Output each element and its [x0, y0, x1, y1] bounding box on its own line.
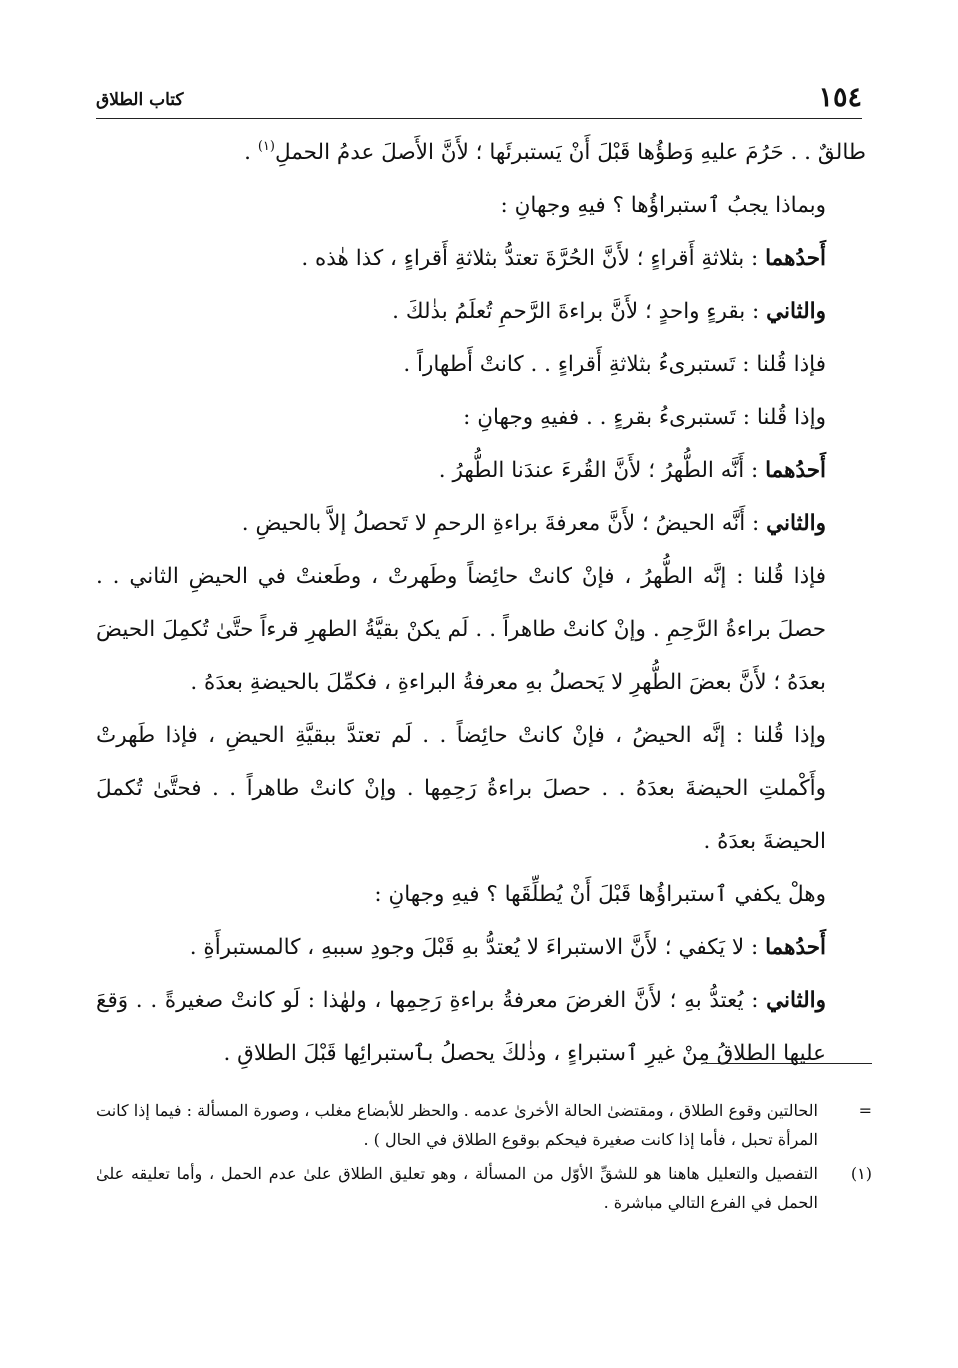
- paragraph-text: فإذا قُلنا : تَستبرىءُ بثلاثةِ أَقراءٍ . . كانتْ أَطهاراً .: [403, 352, 826, 377]
- paragraph-text: : بقرءٍ واحدٍ ؛ لأَنَّ براءةَ الرَّحمِ تُعلَمُ بذٰلكَ .: [392, 299, 767, 324]
- footnotes: [96, 1096, 872, 1222]
- paragraph-text: : بثلاثةِ أَقراءٍ ؛ لأَنَّ الحُرَّةَ تعتدُّ بثلاثةِ أَقراءٍ ، كذا هٰذه .: [301, 246, 766, 271]
- page-header: [96, 80, 862, 119]
- page-number: ١٥٤: [818, 82, 862, 113]
- main-text: [96, 126, 866, 1080]
- footnote-reference: (١): [257, 139, 275, 154]
- paragraph-text: وهلْ يكفي ٱستبراؤُها قَبْلَ أَنْ يُطلِّقَها ؟ فيهِ وجهانِ :: [374, 882, 826, 907]
- footnote-continuation: [96, 1096, 872, 1154]
- footnote-text: التفصيل والتعليل هاهنا هو للشقِّ الأوّل من المسألة ، وهو تعليق الطلاق علىٰ عدم الحمل ، وأما تعليقه علىٰ الحمل في الفرع التالي مباشرة .: [96, 1164, 818, 1212]
- paragraph-9: [96, 550, 866, 709]
- lead-term: أَحدُهما: [765, 246, 826, 271]
- lead-term: والثاني: [766, 299, 826, 324]
- paragraph-text: : أَنَّه الطُّهرُ ؛ لأَنَّ القُرءَ عندَنا الطُّهرُ .: [438, 458, 766, 483]
- paragraph-text: فإذا قُلنا : إنَّه الطُّهرُ ، فإنْ كانتْ حائِضاً وطَهرتْ ، وطَعنتْ في الحيضِ الثاني . . حصلَ براءةُ الرَّحِمِ . وإنْ كانتْ طاهراً . . لَم يكنْ بقيَّةُ الطهرِ قرءاً حتَّىٰ تُكمِلَ الحيضَ بعدَهُ ؛ لأَنَّ بعضَ الطُّهرِ لا يَحصلُ بهِ معرفةُ البراءةِ ، فكمِّلَ بالحيضةِ بعدَهُ .: [96, 564, 826, 695]
- lead-term: أَحدُهما: [765, 458, 826, 483]
- paragraph-5: [96, 338, 866, 391]
- footnote-mark: =: [858, 1101, 872, 1120]
- paragraph-2: [96, 179, 866, 232]
- paragraph-6: [96, 391, 866, 444]
- paragraph-text: : أَنَّه الحيضُ ؛ لأَنَّ معرفةَ براءةِ الرحمِ لا تَحصلُ إلاَّ بالحيضِ .: [241, 511, 767, 536]
- paragraph-3: [96, 232, 866, 285]
- paragraph-end: .: [244, 140, 258, 165]
- running-title: كتاب الطلاق: [96, 90, 184, 110]
- paragraph-13: [96, 974, 866, 1080]
- paragraph-text: طالقٌ . . حَرُمَ عليهِ وَطؤُها قَبْلَ أَنْ يَستبرئَها ؛ لأَنَّ الأَصلَ عدمُ الحملِ: [274, 140, 866, 165]
- paragraph-text: وإذا قُلنا : تَستبرىءُ بقرءٍ . . ففيهِ وجهانِ :: [463, 405, 826, 430]
- paragraph-text: وبماذا يجبُ ٱستبراؤُها ؟ فيهِ وجهانِ :: [500, 193, 826, 218]
- footnote-separator: [706, 1063, 872, 1064]
- paragraph-10: [96, 709, 866, 868]
- paragraph-7: [96, 444, 866, 497]
- paragraph-text: وإذا قُلنا : إنَّه الحيضُ ، فإنْ كانتْ حائِضاً . . لَم تعتدَّ ببقيَّةِ الحيضِ ، فإذا طَهرتْ وأَكْملتِ الحيضةَ بعدَهُ . . حصلَ براءةُ رَحِمِها . وإنْ كانتْ طاهراً . . فحتَّىٰ تُكملَ الحيضةَ بعدَهُ .: [96, 723, 826, 854]
- paragraph-4: [96, 285, 866, 338]
- paragraph-8: [96, 497, 866, 550]
- paragraph-12: [96, 921, 866, 974]
- lead-term: والثاني: [766, 988, 826, 1013]
- footnote-1: [96, 1159, 872, 1217]
- footnote-text: الحالتين وقوع الطلاق ، ومقتضىٰ الحالة الأخرىٰ عدمه . والحظر للأبضاع مغلب ، وصورة المسألة : فيما إذا كانت المرأة تحبل ، فأما إذا كانت صغيرة فيحكم بوقوع الطلاق في الحال ) .: [96, 1101, 818, 1149]
- footnote-mark: (١): [850, 1164, 872, 1183]
- paragraph-text: : لا يَكفي ؛ لأَنَّ الاستبراءَ لا يُعتدُّ بهِ قَبْلَ وجودِ سببهِ ، كالمستبرأَةِ .: [189, 935, 766, 960]
- paragraph-text: : يُعتدُّ بهِ ؛ لأَنَّ الغرضَ معرفةُ براءةِ رَحِمِها ، ولهٰذا : لَو كانتْ صغيرةً . . وَقعَ عليها الطلاقُ مِنْ غيرِ ٱستبراءٍ ، وذٰلكَ يحصلُ بٱستبرائِها قَبْلَ الطلاقِ .: [96, 988, 826, 1066]
- lead-term: والثاني: [766, 511, 826, 536]
- paragraph-1: [96, 126, 866, 179]
- lead-term: أَحدُهما: [765, 935, 826, 960]
- paragraph-11: [96, 868, 866, 921]
